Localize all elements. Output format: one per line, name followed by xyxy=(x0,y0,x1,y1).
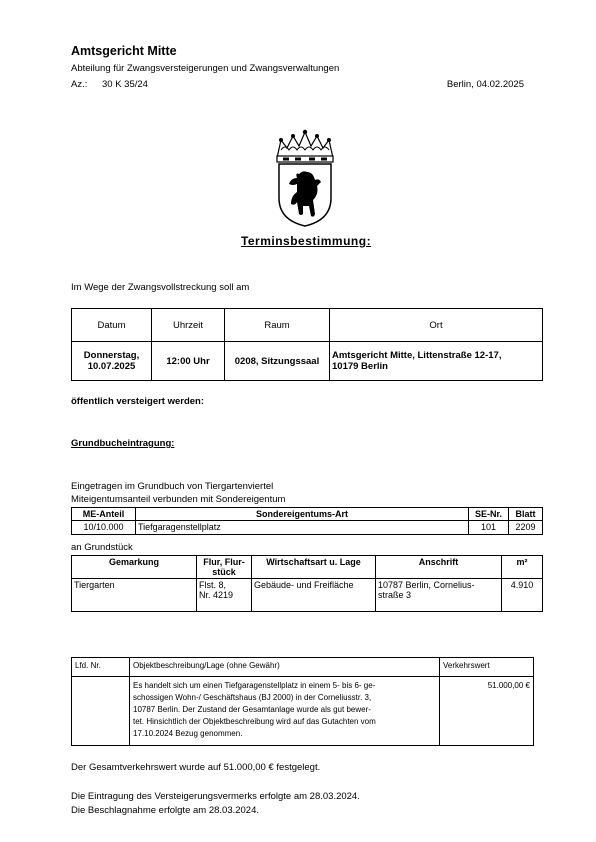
table-header-row xyxy=(72,556,543,579)
header-cell: Flur, Flur- stück xyxy=(197,556,252,579)
table-cell: Tiefgaragenstellplatz xyxy=(136,521,469,535)
entry-text: Die Eintragung des Versteigerungsvermerks erfolgte am 28.03.2024. xyxy=(71,791,360,802)
table-row xyxy=(72,579,543,612)
registered-line: Eingetragen im Grundbuch von Tiergartenviertel xyxy=(71,481,274,492)
appointment-place: Amtsgericht Mitte, Littenstraße 12-17, 10179 Berlin xyxy=(330,342,543,381)
table-cell: 101 xyxy=(469,521,509,535)
plot-label: an Grundstück xyxy=(71,542,133,553)
header-cell: m² xyxy=(502,556,543,579)
object-table xyxy=(71,657,534,746)
registered-line: Miteigentumsanteil verbunden mit Sondereigentum xyxy=(71,494,286,505)
land-table xyxy=(71,555,543,612)
place-date: Berlin, 04.02.2025 xyxy=(446,79,524,90)
header-cell: Wirtschaftsart u. Lage xyxy=(252,556,376,579)
court-name: Amtsgericht Mitte xyxy=(71,44,177,58)
appointment-time: 12:00 Uhr xyxy=(152,342,225,381)
total-value-text: Der Gesamtverkehrswert wurde auf 51.000,00 € festgelegt. xyxy=(71,762,321,773)
table-cell xyxy=(72,677,130,746)
berlin-coat-of-arms-icon xyxy=(273,128,337,228)
land-register-heading: Grundbucheintragung: xyxy=(71,438,175,449)
appointment-table xyxy=(71,308,543,381)
object-description: Es handelt sich um einen Tiefgaragenstellplatz in einem 5- bis 6- ge- schossigen Wohn-/ Geschäftshaus (BJ 2000) in der Corneliusstr. 3, 10787 Berlin. Der Zustand der Gesamtanlage wurde als gut bewer- tet. Hinsichtlich der Objektbeschreibung wird auf das Gutachten vom 17.10.2024 Bezug genommen. xyxy=(130,677,440,746)
header-cell: Lfd. Nr. xyxy=(72,658,130,677)
header-cell: Ort xyxy=(330,309,543,342)
header-cell: Blatt xyxy=(509,508,543,521)
header-cell: Datum xyxy=(72,309,152,342)
header-cell: Objektbeschreibung/Lage (ohne Gewähr) xyxy=(130,658,440,677)
header-cell: Sondereigentums-Art xyxy=(136,508,469,521)
share-table xyxy=(71,507,543,535)
table-cell: Flst. 8, Nr. 4219 xyxy=(197,579,252,612)
table-cell: Tiergarten xyxy=(72,579,197,612)
table-cell: 4.910 xyxy=(502,579,543,612)
table-cell: 2209 xyxy=(509,521,543,535)
appointment-room: 0208, Sitzungssaal xyxy=(225,342,330,381)
seizure-text: Die Beschlagnahme erfolgte am 28.03.2024. xyxy=(71,805,260,816)
appointment-date: Donnerstag, 10.07.2025 xyxy=(72,342,152,381)
table-header-row xyxy=(72,309,543,342)
table-row xyxy=(72,521,543,535)
header-cell: Raum xyxy=(225,309,330,342)
table-row xyxy=(72,677,534,746)
table-cell: Gebäude- und Freifläche xyxy=(252,579,376,612)
table-cell: 10/10.000 xyxy=(72,521,136,535)
table-header-row xyxy=(72,508,543,521)
header-cell: Uhrzeit xyxy=(152,309,225,342)
header-cell: SE-Nr. xyxy=(469,508,509,521)
market-value: 51.000,00 € xyxy=(440,677,534,746)
document-title: Terminsbestimmung: xyxy=(240,234,372,248)
header-cell: Verkehrswert xyxy=(440,658,534,677)
intro-text: Im Wege der Zwangsvollstreckung soll am xyxy=(71,282,250,293)
sold-text: öffentlich versteigert werden: xyxy=(71,396,205,407)
file-number: 30 K 35/24 xyxy=(102,79,148,90)
table-cell: 10787 Berlin, Cornelius- straße 3 xyxy=(376,579,502,612)
file-number-label: Az.: xyxy=(71,79,88,90)
table-header-row xyxy=(72,658,534,677)
table-row xyxy=(72,342,543,381)
header-cell: ME-Anteil xyxy=(72,508,136,521)
department: Abteilung für Zwangsversteigerungen und Zwangsverwaltungen xyxy=(71,63,340,74)
header-cell: Gemarkung xyxy=(72,556,197,579)
header-cell: Anschrift xyxy=(376,556,502,579)
